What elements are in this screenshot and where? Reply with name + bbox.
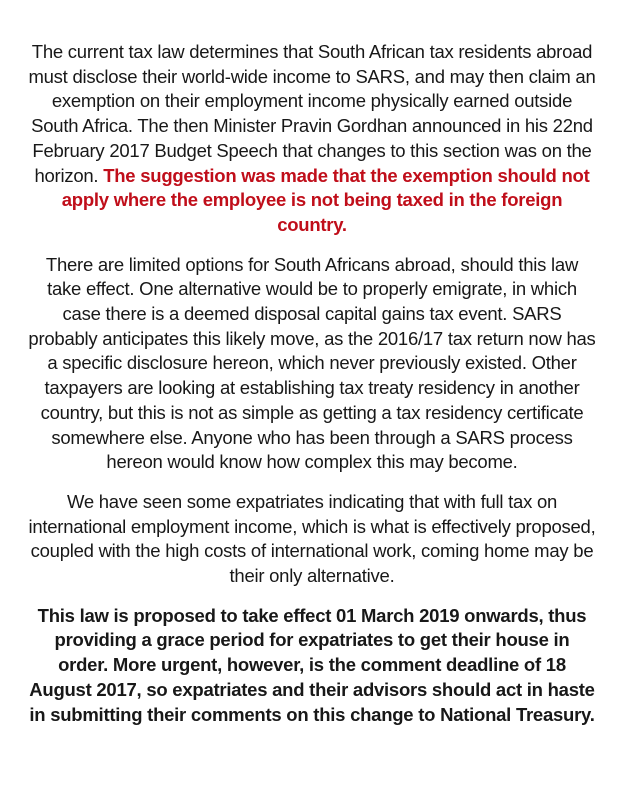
intro-paragraph xyxy=(28,40,596,238)
document-body xyxy=(28,40,596,727)
expatriates-paragraph xyxy=(28,490,596,589)
intro-paragraph-run-red-bold: The suggestion was made that the exemption should not apply where the employee is not being taxed in the foreign country. xyxy=(61,164,590,235)
deadline-paragraph-run-bold: This law is proposed to take effect 01 March 2019 onwards, thus providing a grace period for expatriates to get their house in order. More urgent, however, is the comment deadline of 18 August 2017, so expatriates and their advisors should act in haste in submitting their comments on this change to National Treasury. xyxy=(29,604,595,725)
deadline-paragraph xyxy=(28,604,596,728)
intro-paragraph-run-normal: The current tax law determines that South African tax residents abroad must disclose their world-wide income to SARS, and may then claim an exemption on their employment income physically earned outside South Africa. The then Minister Pravin Gordhan announced in his 22nd February 2017 Budget Speech that changes to this section was on the horizon. xyxy=(28,41,596,186)
expatriates-paragraph-run-normal: We have seen some expatriates indicating that with full tax on international employment income, which is what is effectively proposed, coupled with the high costs of international work, coming home may be their only alternative. xyxy=(28,490,596,587)
limited-options-paragraph xyxy=(28,253,596,475)
limited-options-paragraph-run-normal: There are limited options for South Africans abroad, should this law take effect. One alternative would be to properly emigrate, in which case there is a deemed disposal capital gains tax event. SARS probably anticipates this likely move, as the 2016/17 tax return now has a specific disclosure hereon, which never previously existed. Other taxpayers are looking at establishing tax treaty residency in another country, but this is not as simple as getting a tax residency certificate somewhere else. Anyone who has been through a SARS process hereon would know how complex this may become. xyxy=(28,253,596,473)
